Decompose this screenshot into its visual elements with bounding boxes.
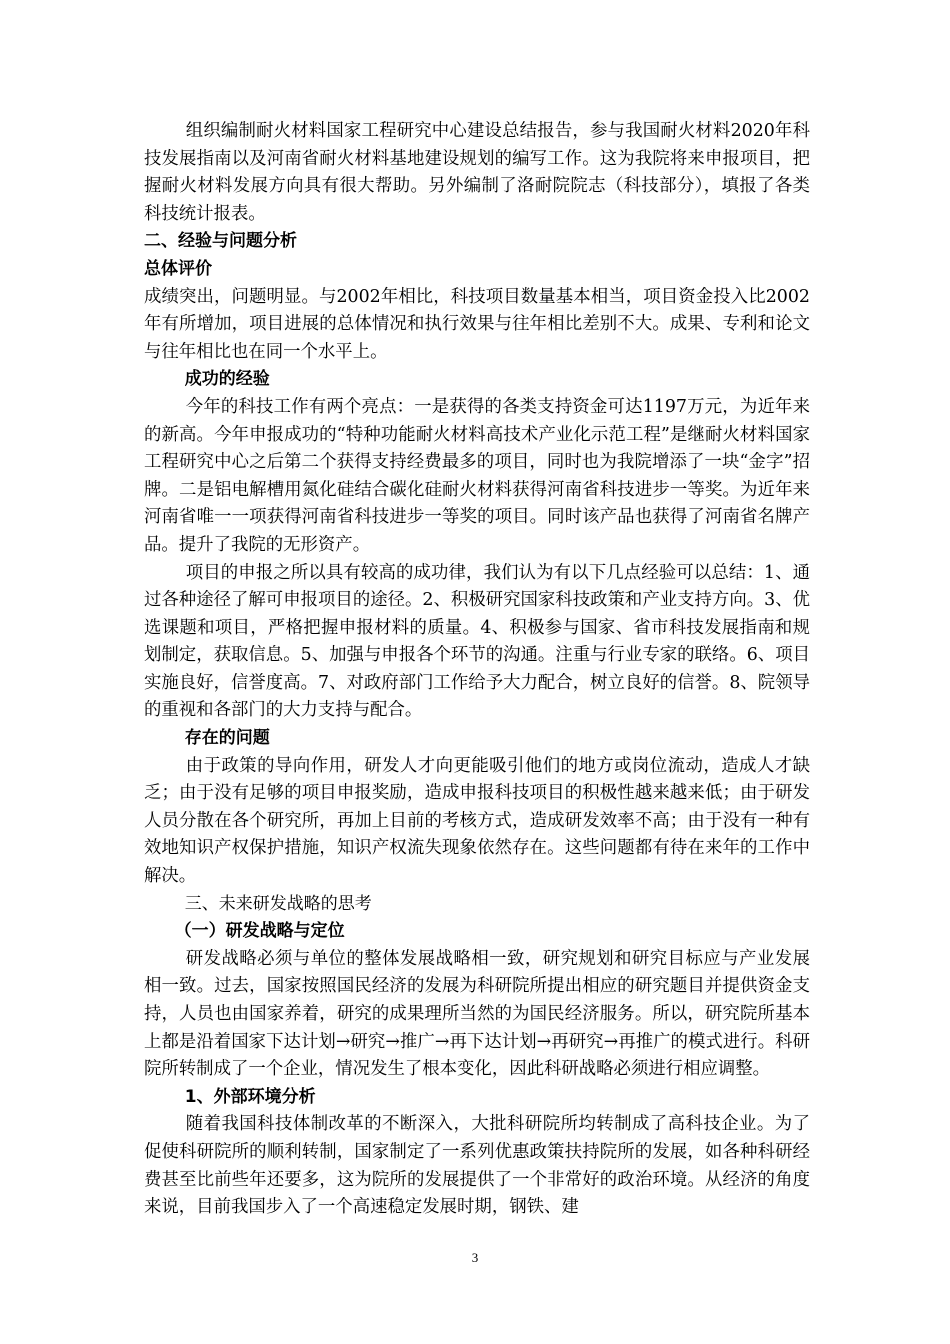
heading-external-analysis: 1、外部环境分析 bbox=[184, 1086, 316, 1107]
heading-rd-strategy: （一）研发战略与定位 bbox=[174, 921, 345, 942]
paragraph-existing-problems: 由于政策的导向作用，研发人才向更能吸引他们的地方或岗位流动，造成人才缺乏；由于没有足够的项目申报奖励，造成申报科技项目的积极性越来越来低；由于研发人员分散在各个研究所，再加上目前的考核方式，造成研发效率不高；由于没有一种有效地知识产权保护措施，知识产权流失现象依然存在。这些问题都有待在来年的工作中解决。 bbox=[144, 755, 810, 887]
paragraph-external-analysis: 随着我国科技体制改革的不断深入，大批科研院所均转制成了高科技企业。为了促使科研院所的顺利转制，国家制定了一系列优惠政策扶持院所的发展，如各种科研经费甚至比前些年还要多，这为院所的发展提供了一个非常好的政治环境。从经济的角度来说，目前我国步入了一个高速稳定发展时期，钢铁、建 bbox=[144, 1114, 810, 1218]
heading-section-3: 三、未来研发战略的思考 bbox=[184, 893, 372, 914]
document-body bbox=[144, 118, 810, 1222]
paragraph-success-list: 项目的申报之所以具有较高的成功律，我们认为有以下几点经验可以总结：1、通过各种途径了解可申报项目的途径。2、积极研究国家科技政策和产业支持方向。3、优选课题和项目，严格把握申报材料的质量。4、积极参与国家、省市科技发展指南和规划制定，获取信息。5、加强与申报各个环节的沟通。注重与行业专家的联络。6、项目实施良好，信誉度高。7、对政府部门工作给予大力配合，树立良好的信誉。8、院领导的重视和各部门的大力支持与配合。 bbox=[144, 562, 810, 721]
heading-section-2: 二、经验与问题分析 bbox=[144, 231, 297, 252]
heading-overall-evaluation: 总体评价 bbox=[144, 258, 212, 279]
paragraph-rd-strategy: 研发战略必须与单位的整体发展战略相一致，研究规划和研究目标应与产业发展相一致。过去，国家按照国民经济的发展为科研院所提出相应的研究题目并提供资金支持，人员也由国家养着，研究的成果理所当然的为国民经济服务。所以，研究院所基本上都是沿着国家下达计划→研究→推广→再下达计划→再研究→再推广的模式进行。科研院所转制成了一个企业，情况发生了根本变化，因此科研战略必须进行相应调整。 bbox=[144, 948, 810, 1080]
heading-success-experience: 成功的经验 bbox=[184, 369, 270, 390]
paragraph-overall-evaluation: 成绩突出，问题明显。与2002年相比，科技项目数量基本相当，项目资金投入比2002年有所增加，项目进展的总体情况和执行效果与往年相比差别不大。成果、专利和论文与往年相比也在同一个水平上。 bbox=[144, 286, 810, 362]
heading-existing-problems: 存在的问题 bbox=[184, 728, 270, 749]
paragraph-success-highlights: 今年的科技工作有两个亮点：一是获得的各类支持资金可达1197万元，为近年来的新高。今年申报成功的“特种功能耐火材料高技术产业化示范工程”是继耐火材料国家工程研究中心之后第二个获得支持经费最多的项目，同时也为我院增添了一块“金字”招牌。二是铝电解槽用氮化硅结合碳化硅耐火材料获得河南省科技进步一等奖。为近年来河南省唯一一项获得河南省科技进步一等奖的项目。同时该产品也获得了河南省名牌产品。提升了我院的无形资产。 bbox=[144, 396, 810, 555]
paragraph-compilation: 组织编制耐火材料国家工程研究中心建设总结报告，参与我国耐火材料2020年科技发展指南以及河南省耐火材料基地建设规划的编写工作。这为我院将来申报项目，把握耐火材料发展方向具有很大帮助。另外编制了洛耐院院志（科技部分），填报了各类科技统计报表。 bbox=[144, 121, 810, 224]
page-number: 3 bbox=[471, 1250, 479, 1265]
